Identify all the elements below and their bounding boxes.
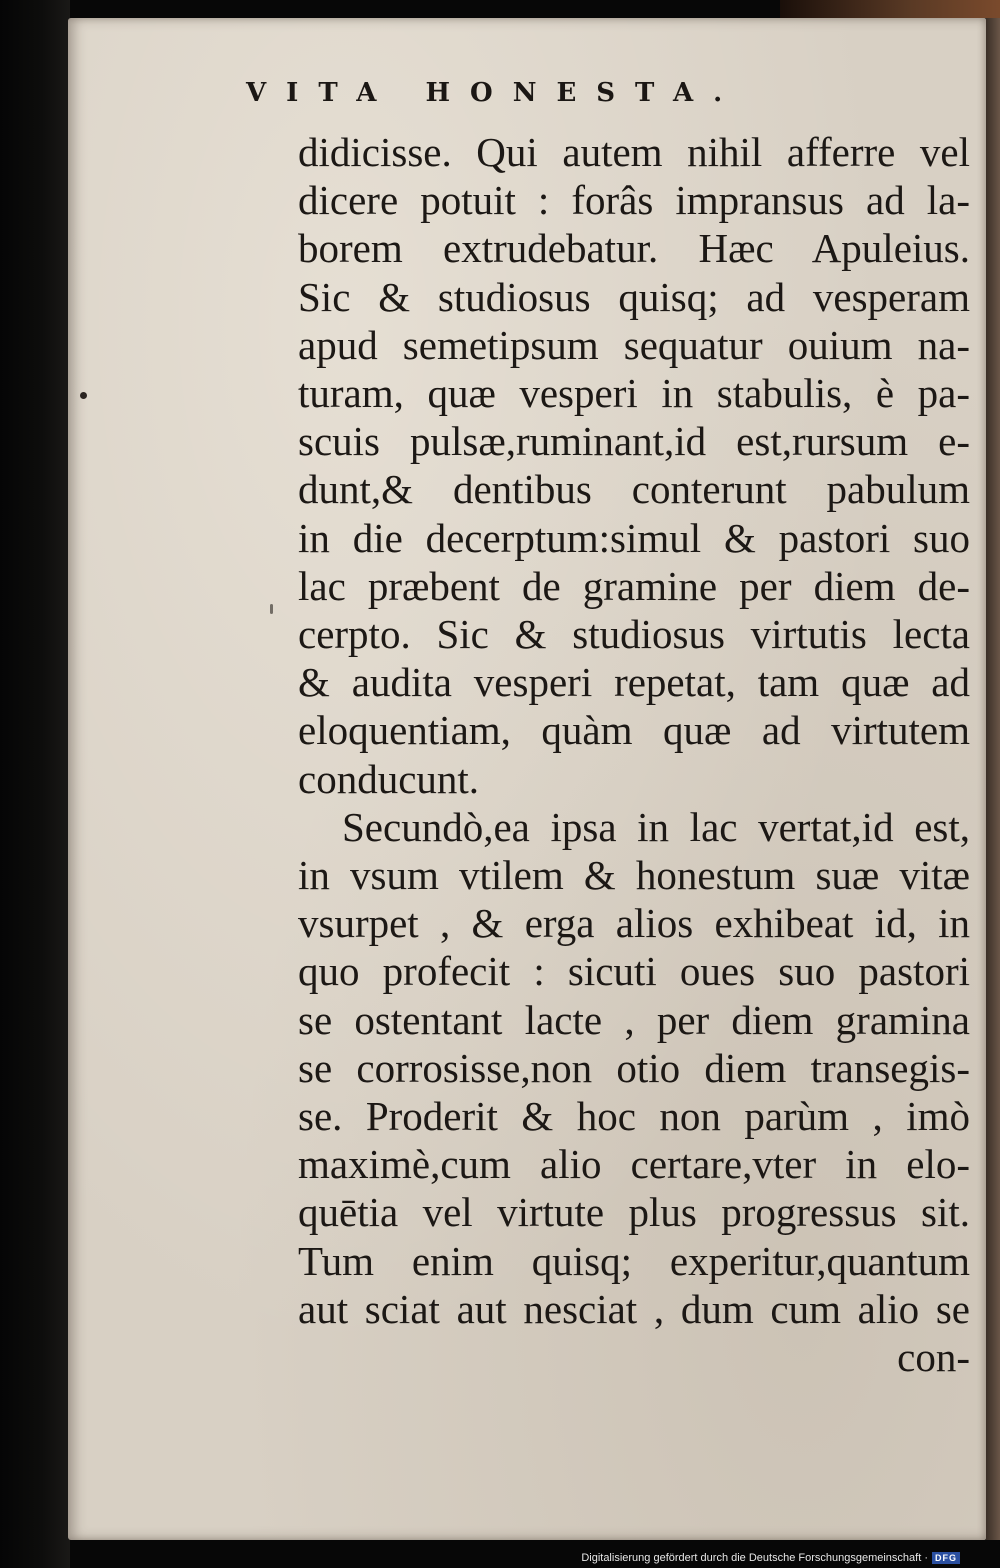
- digitization-credit: [581, 1552, 960, 1564]
- text-line: in vsum vtilem & honestum suæ vitæ: [298, 852, 970, 899]
- book-binding: [0, 0, 70, 1568]
- book-edge-top: [780, 0, 1000, 18]
- text-line: eloquentiam, quàm quæ ad virtutem: [298, 707, 970, 754]
- catchword: con-: [897, 1334, 970, 1381]
- text-line: turam, quæ vesperi in stabulis, è pa-: [298, 370, 970, 417]
- text-line: maximè,cum alio certare,vter in elo-: [298, 1141, 970, 1188]
- dfg-logo: DFG: [932, 1552, 960, 1564]
- text-line: vsurpet , & erga alios exhibeat id, in: [298, 900, 970, 947]
- body-text: [298, 128, 970, 1381]
- text-line: & audita vesperi repetat, tam quæ ad: [298, 659, 970, 706]
- text-line: lac præbent de gramine per diem de-: [298, 562, 970, 609]
- credit-text: Digitalisierung gefördert durch die Deutsche Forschungsgemeinschaft ·: [581, 1552, 928, 1564]
- text-line: cerpto. Sic & studiosus virtutis lecta: [298, 611, 970, 658]
- text-line: Sic & studiosus quisq; ad vesperam: [298, 273, 970, 320]
- ink-speck: [270, 604, 273, 614]
- text-line: scuis pulsæ,ruminant,id est,rursum e-: [298, 418, 970, 465]
- text-line: in die decerptum:simul & pastori suo: [298, 514, 970, 561]
- ink-speck: [80, 392, 87, 399]
- running-head: VITA HONESTA.: [246, 78, 743, 108]
- text-line: apud semetipsum sequatur ouium na-: [298, 321, 970, 368]
- text-line: dicere potuit : forâs impransus ad la-: [298, 177, 970, 224]
- text-line: se ostentant lacte , per diem gramina: [298, 996, 970, 1043]
- text-line: se corrosisse,non otio diem transegis-: [298, 1044, 970, 1091]
- text-line: didicisse. Qui autem nihil afferre vel: [298, 129, 970, 175]
- text-line: se. Proderit & hoc non parùm , imò: [298, 1093, 970, 1140]
- text-line: Secundò,ea ipsa in lac vertat,id est,: [342, 803, 970, 850]
- text-line: Tum enim quisq; experitur,quantum: [298, 1237, 970, 1284]
- text-line: conducunt.: [298, 755, 480, 802]
- text-line: aut sciat aut nesciat , dum cum alio se: [298, 1285, 970, 1332]
- text-line: quētia vel virtute plus progressus sit.: [298, 1189, 970, 1236]
- book-edge-right: [986, 18, 1000, 1540]
- text-line: borem extrudebatur. Hæc Apuleius.: [298, 225, 970, 272]
- text-line: quo profecit : sicuti oues suo pastori: [298, 948, 970, 995]
- text-line: dunt,& dentibus conterunt pabulum: [298, 466, 970, 513]
